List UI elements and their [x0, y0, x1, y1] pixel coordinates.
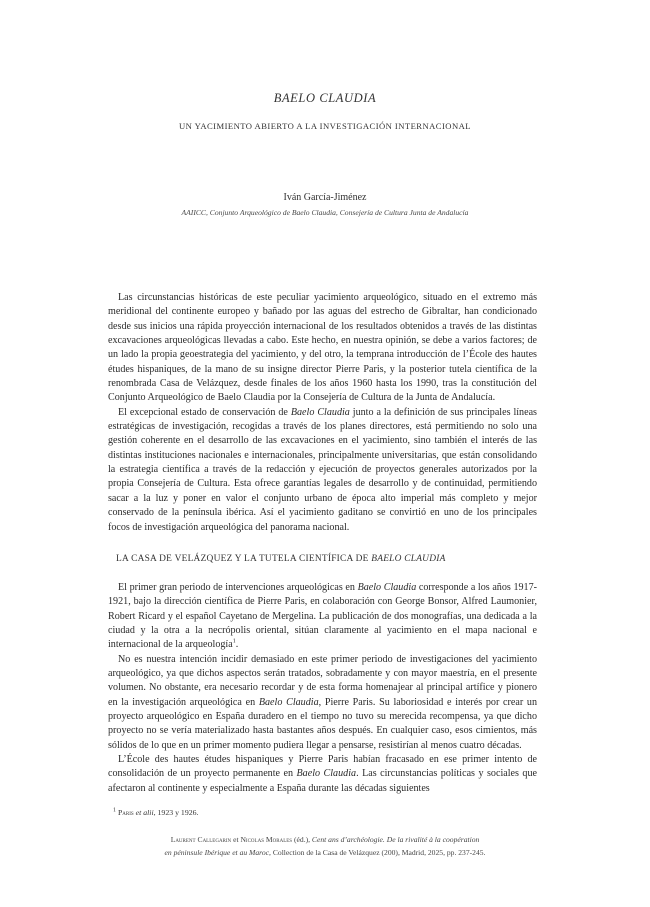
section-paragraph-2: [108, 653, 537, 753]
citation-editor: Nicolas Morales: [240, 835, 293, 844]
footnote-text: , 1923 y 1926.: [153, 808, 199, 817]
citation-text: et: [231, 835, 241, 844]
article-subtitle: UN YACIMIENTO ABIERTO A LA INVESTIGACIÓN INTERNACIONAL: [179, 121, 471, 131]
citation-title: en péninsule Ibérique et au Maroc: [164, 848, 270, 857]
italic-run: Baelo Claudia: [290, 406, 350, 418]
section-paragraph-3: [108, 753, 537, 796]
section-paragraph-1: [108, 581, 537, 653]
citation-text: (éd.),: [292, 835, 312, 844]
text-run: L’École des hautes études hispaniques y Pierre Paris habían fracasado en ese primer intento de consolidación de un proyecto permanente en: [108, 754, 537, 780]
text-run: , Pierre Paris. Su laboriosidad e interés por crear un proyecto arqueológico en España duradero en el tiempo no tuvo su merecida recompensa, ya que dicho proyecto no se vería materializado hasta bastantes años después. En cualquier caso, esos cimientos, más sólidos de lo que en un primer momento pudiera llegar a pensarse, resistirían al menos cuatro décadas.: [108, 696, 537, 751]
footnote-italic: et alii: [135, 808, 154, 817]
text-run: . Las circunstancias políticas y sociales que afectaron al continente y especialmente a España durante las décadas siguientes: [108, 768, 537, 794]
heading-italic: BAELO CLAUDIA: [371, 554, 446, 564]
text-run: El excepcional estado de conservación de: [118, 406, 291, 418]
citation-line-2: [0, 846, 650, 859]
abstract: [108, 291, 537, 535]
footnote-number: 1: [113, 807, 116, 814]
text-run: El primer gran periodo de intervenciones arqueológicas en: [118, 582, 358, 593]
footnote-author: Paris: [117, 808, 134, 817]
author-affiliation: AAIICC, Conjunto Arqueológico de Baelo Claudia, Consejería de Cultura Junta de Andalucía: [181, 208, 469, 217]
section-body: [108, 581, 537, 796]
citation-text: , Collection de la Casa de Velázquez (200), Madrid, 2025, pp. 237-245.: [269, 848, 486, 857]
text-run: corresponde a los años 1917-1921, bajo la dirección científica de Pierre Paris, en colaboración con George Bonsor, Alfred Laumonier, Robert Ricard y el español Cayetano de Mergelina. La publicación de dos monografías, una dedicada a la ciudad y la otra a la necrópolis oriental, sitúan claramente al yacimiento en el mapa nacional e internacional de la arqueología: [108, 582, 537, 651]
article-title: BAELO CLAUDIA: [273, 91, 377, 105]
heading-text: LA CASA DE VELÁZQUEZ Y LA TUTELA CIENTÍFICA DE: [116, 554, 372, 564]
text-run: .: [235, 639, 239, 651]
abstract-paragraph-2: [108, 406, 537, 535]
section-heading: [116, 554, 446, 564]
citation-editor: Laurent Callegarin: [170, 835, 232, 844]
italic-run: Baelo Claudia: [258, 696, 319, 708]
text-run: No es nuestra intención incidir demasiado en este primer periodo de investigaciones del yacimiento arqueológico, ya que dichos aspectos serán tratados, sobradamente y con mayor maestría, en el presente volumen. No obstante, era necesario recordar y de esta forma homenajear al principal artífice y pionero en la investigación arqueológica en: [108, 653, 537, 708]
italic-run: Baelo Claudia: [357, 582, 417, 593]
text-run: junto a la definición de sus principales líneas estratégicas de investigación, recogidas a través de los planes directores, está permitiendo no solo una gestión coherente en el desarrollo de las excavaciones en el yacimiento, sino también el interés de las distintas instituciones nacionales e internacionales, principalmente universitarias, que están consolidando la estrategia científica a través de la redacción y ejecución de proyectos generales autorizados por la propia Consejería de Cultura. Esta ofrece garantías legales de desarrollo y de continuidad, permitiendo sacar a la luz y poner en valor el conjunto urbano de época alto imperial más completo y mejor conservado de la península ibérica. Así el yacimiento gaditano se convirtió en uno de los principales focos de investigación arqueológica del panorama nacional.: [108, 406, 537, 533]
footnote: [113, 808, 198, 817]
italic-run: Baelo Claudia: [296, 768, 357, 780]
citation-line-1: [0, 833, 650, 846]
citation-title: Cent ans d’archéologie. De la rivalité à la coopération: [311, 835, 480, 844]
abstract-paragraph-1: Las circunstancias históricas de este peculiar yacimiento arqueológico, situado en el extremo más meridional del continente europeo y bañado por las aguas del estrecho de Gibraltar, han condicionado desde sus inicios una rápida proyección internacional de los resultados obtenidos a través de las distintas excavaciones arqueológicas llevadas a cabo. Este hecho, en nuestra opinión, se debe a varios factores; de un lado la propia geoestrategia del yacimiento, y del otro, la temprana introducción de l’École des hautes études hispaniques, de la mano de su insigne director Pierre Paris, y la posterior tutela científica de la renombrada Casa de Velázquez, desde finales de los años 1960 hasta los 1990, tras la constitución del Conjunto Arqueológico de Baelo Claudia por la Consejería de Cultura de la Junta de Andalucía.: [108, 292, 537, 404]
footnote-ref[interactable]: 1: [232, 639, 236, 646]
book-citation: [0, 833, 650, 859]
author-name: Iván García-Jiménez: [283, 192, 367, 203]
